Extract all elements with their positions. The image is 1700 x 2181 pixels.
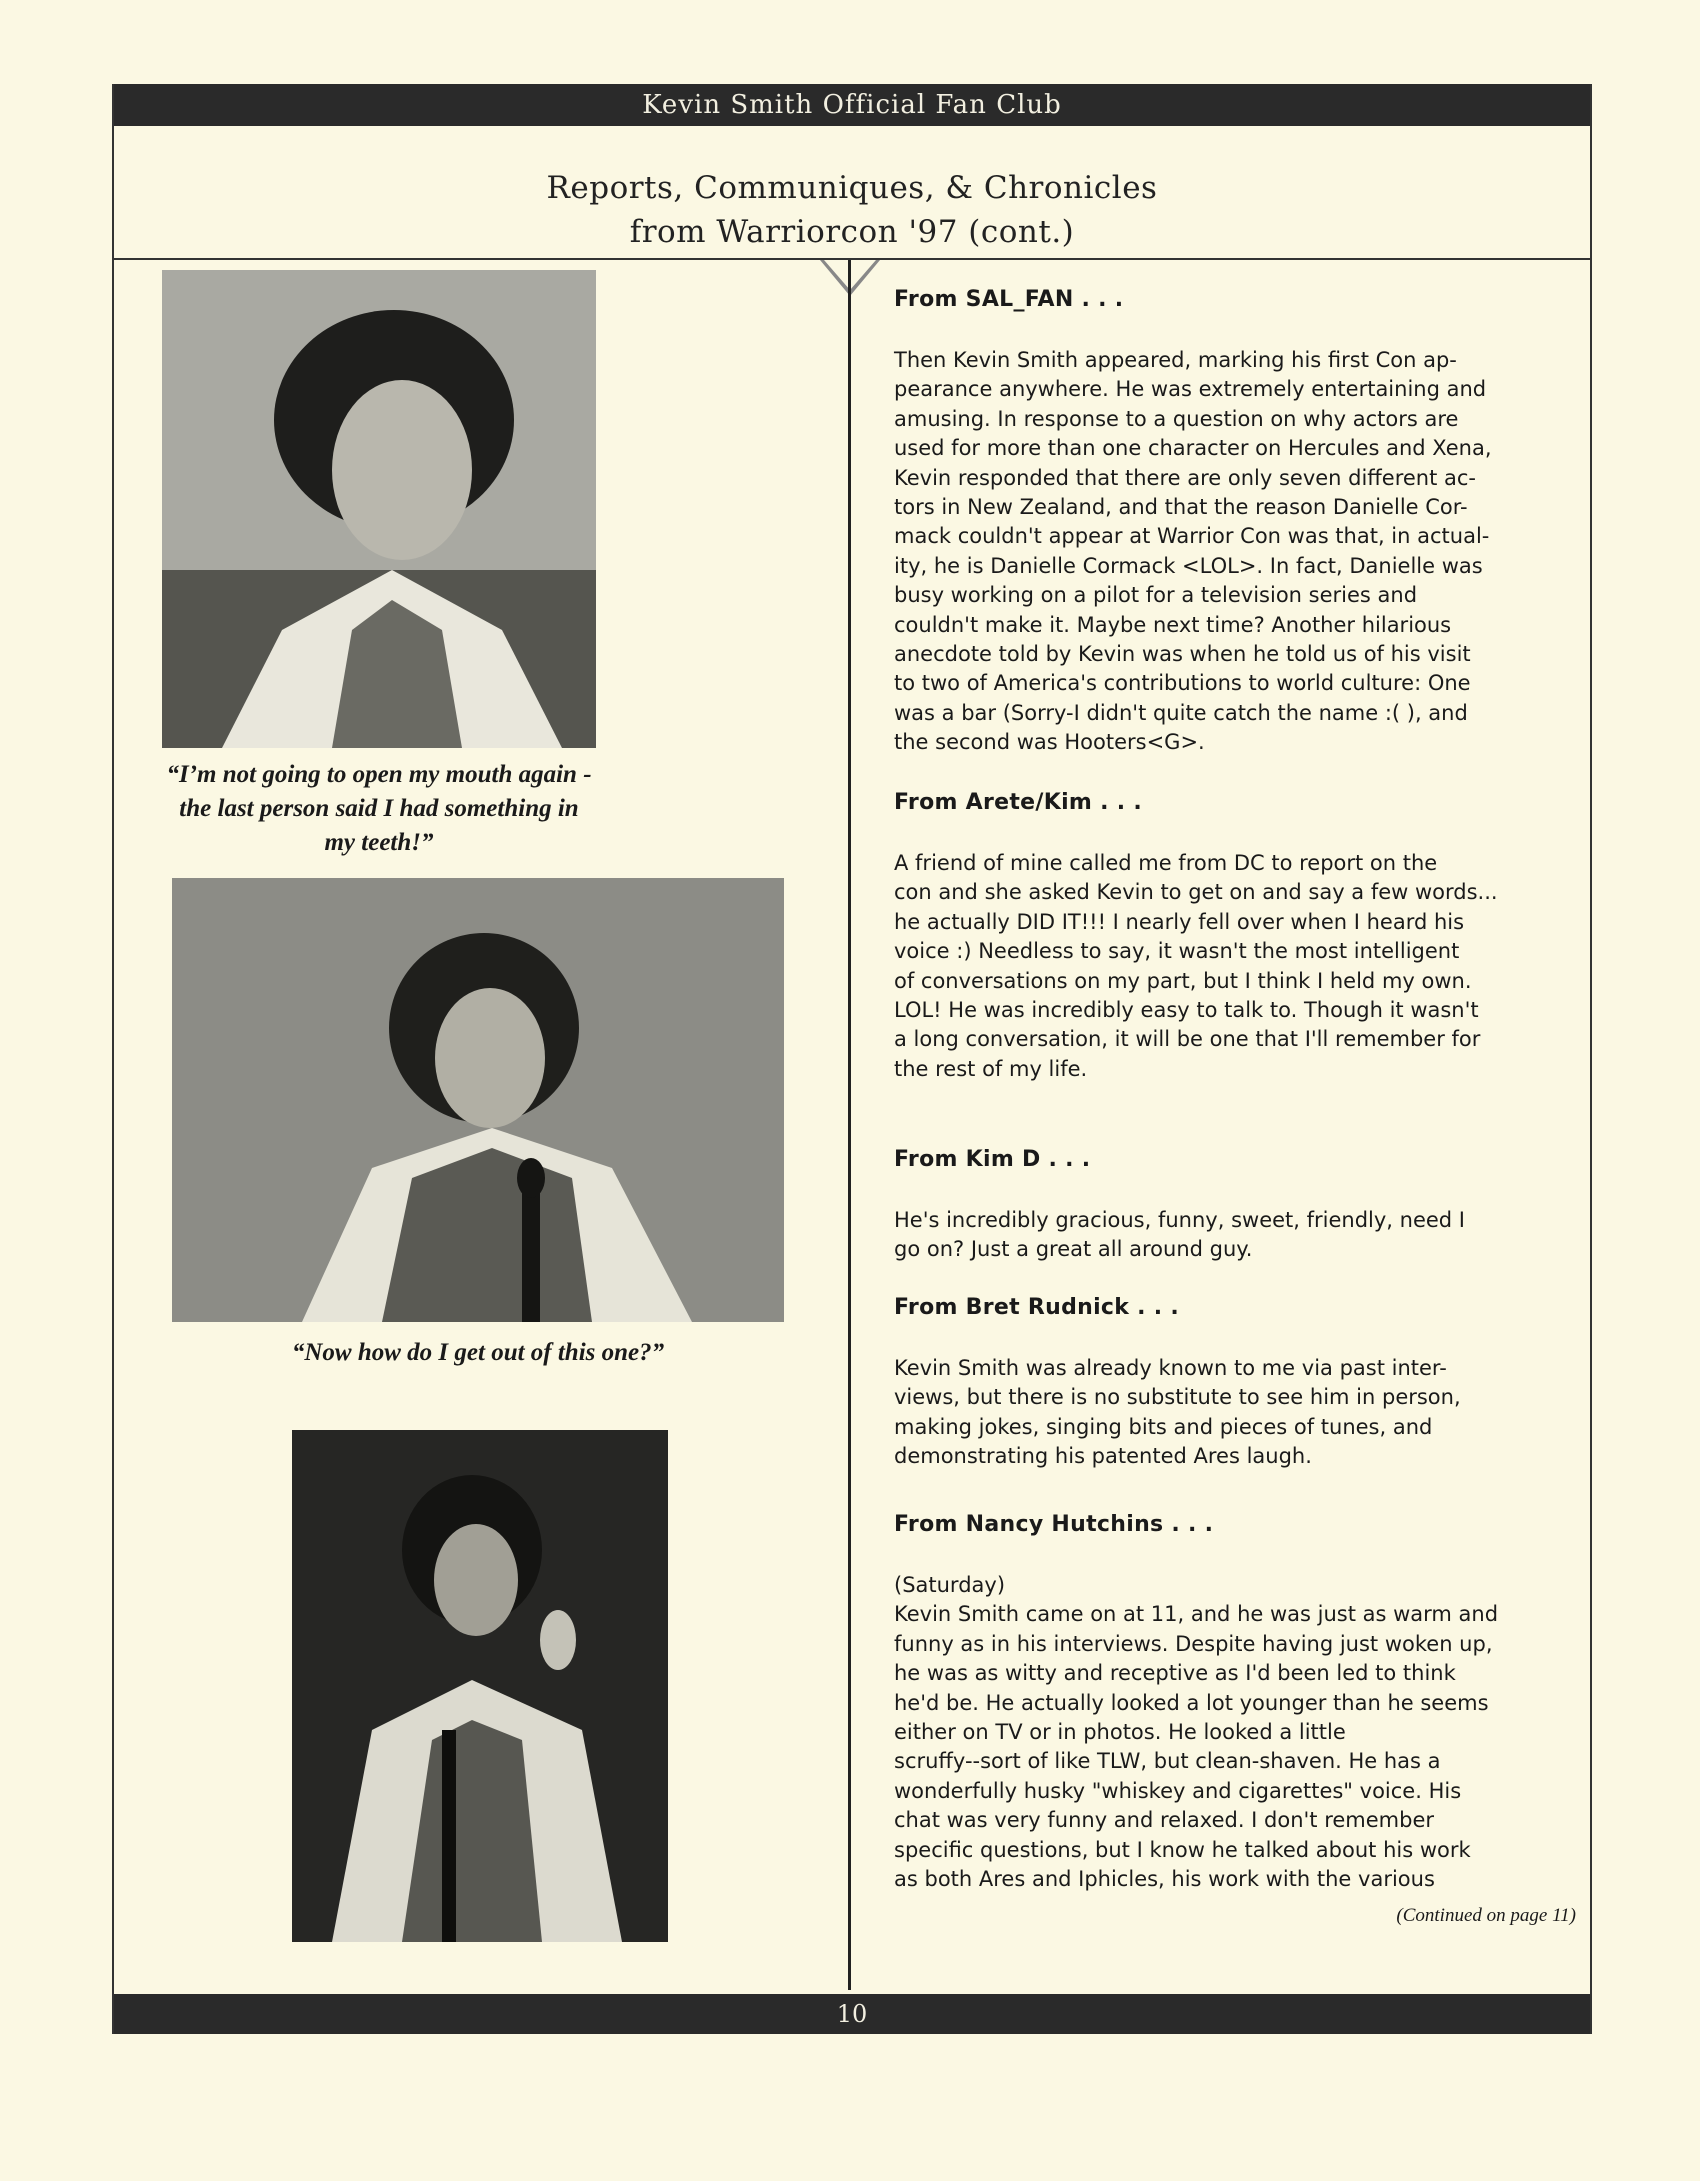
club-name: Kevin Smith Official Fan Club — [642, 90, 1062, 120]
report-arete-kim — [894, 787, 1674, 1084]
report-sal-fan — [894, 284, 1674, 758]
report-heading: From Bret Rudnick . . . — [894, 1295, 1180, 1320]
footer-bar — [114, 1994, 1590, 2034]
photo-caption-2: “Now how do I get out of this one?” — [291, 1339, 665, 1366]
photo-kevin-smiling — [162, 270, 596, 748]
photo-kevin-gesturing — [292, 1430, 668, 1942]
report-kim-d — [894, 1144, 1674, 1265]
photo-kevin-smiling-image — [162, 270, 596, 748]
photo-kevin-gesturing-image — [292, 1430, 668, 1942]
page-title-line-1: Reports, Communiques, & Chronicles — [546, 170, 1158, 206]
report-body: Then Kevin Smith appeared, marking his first Con ap- pearance anywhere. He was extremely entertaining and amusing. In response to a question on why actors are used for more than one character on Hercules and Xena, Kevin responded that there are only seven different ac- tors in New Zealand, and that the reason Danielle Cor- mack couldn't appear at Warrior Con was that, in actual- ity, he is Danielle Cormack <LOL>. In fact, Danielle was busy working on a pilot for a television series and couldn't make it. Maybe next time? Another hilarious anecdote told by Kevin was when he told us of his visit to two of America's contributions to world culture: One was a bar (Sorry-I didn't quite catch the name :( ), and the second was Hooters<G>. — [894, 348, 1492, 755]
page-title-line-2: from Warriorcon '97 (cont.) — [629, 214, 1075, 250]
report-heading: From Kim D . . . — [894, 1147, 1091, 1172]
report-heading: From Arete/Kim . . . — [894, 790, 1142, 815]
header-bar — [114, 84, 1590, 126]
report-body: Kevin Smith was already known to me via past inter- views, but there is no substitute to see him in person, making jokes, singing bits and pieces of tunes, and demonstrating his patented Ares laugh. — [894, 1356, 1461, 1469]
report-nancy-hutchins — [894, 1509, 1674, 1894]
photo-caption-1: “I’m not going to open my mouth again - the last person said I had something in my teeth!” — [166, 761, 592, 856]
photo-kevin-at-mic-image — [172, 878, 784, 1322]
report-body: (Saturday) Kevin Smith came on at 11, and he was just as warm and funny as in his interviews. Despite having just woken up, he was as witty and receptive as I'd been led to think he'd be. He actually looked a lot younger than he seems either on TV or in photos. He looked a little scruffy--sort of like TLW, but clean-shaven. He has a wonderfully husky "whiskey and cigarettes" voice. His chat was very funny and relaxed. I don't remember specific questions, but I know he talked about his work as both Ares and Iphicles, his work with the various — [894, 1573, 1499, 1892]
report-bret-rudnick — [894, 1292, 1674, 1472]
column-divider — [848, 260, 851, 1990]
report-body: He's incredibly gracious, funny, sweet, friendly, need I go on? Just a great all around guy. — [894, 1208, 1465, 1262]
report-heading: From SAL_FAN . . . — [894, 287, 1124, 312]
report-body: A friend of mine called me from DC to report on the con and she asked Kevin to get on and say a few words... he actually DID IT!!! I nearly fell over when I heard his voice :) Needless to say, it wasn't the most intelligent of conversations on my part, but I think I held my own. LOL! He was incredibly easy to talk to. Though it wasn't a long conversation, it will be one that I'll remember for the rest of my life. — [894, 851, 1498, 1081]
continued-note: (Continued on page 11) — [1396, 1905, 1576, 1926]
photo-kevin-at-mic — [172, 878, 784, 1322]
title-box — [114, 126, 1590, 260]
page-number: 10 — [836, 2000, 868, 2028]
report-heading: From Nancy Hutchins . . . — [894, 1512, 1214, 1537]
